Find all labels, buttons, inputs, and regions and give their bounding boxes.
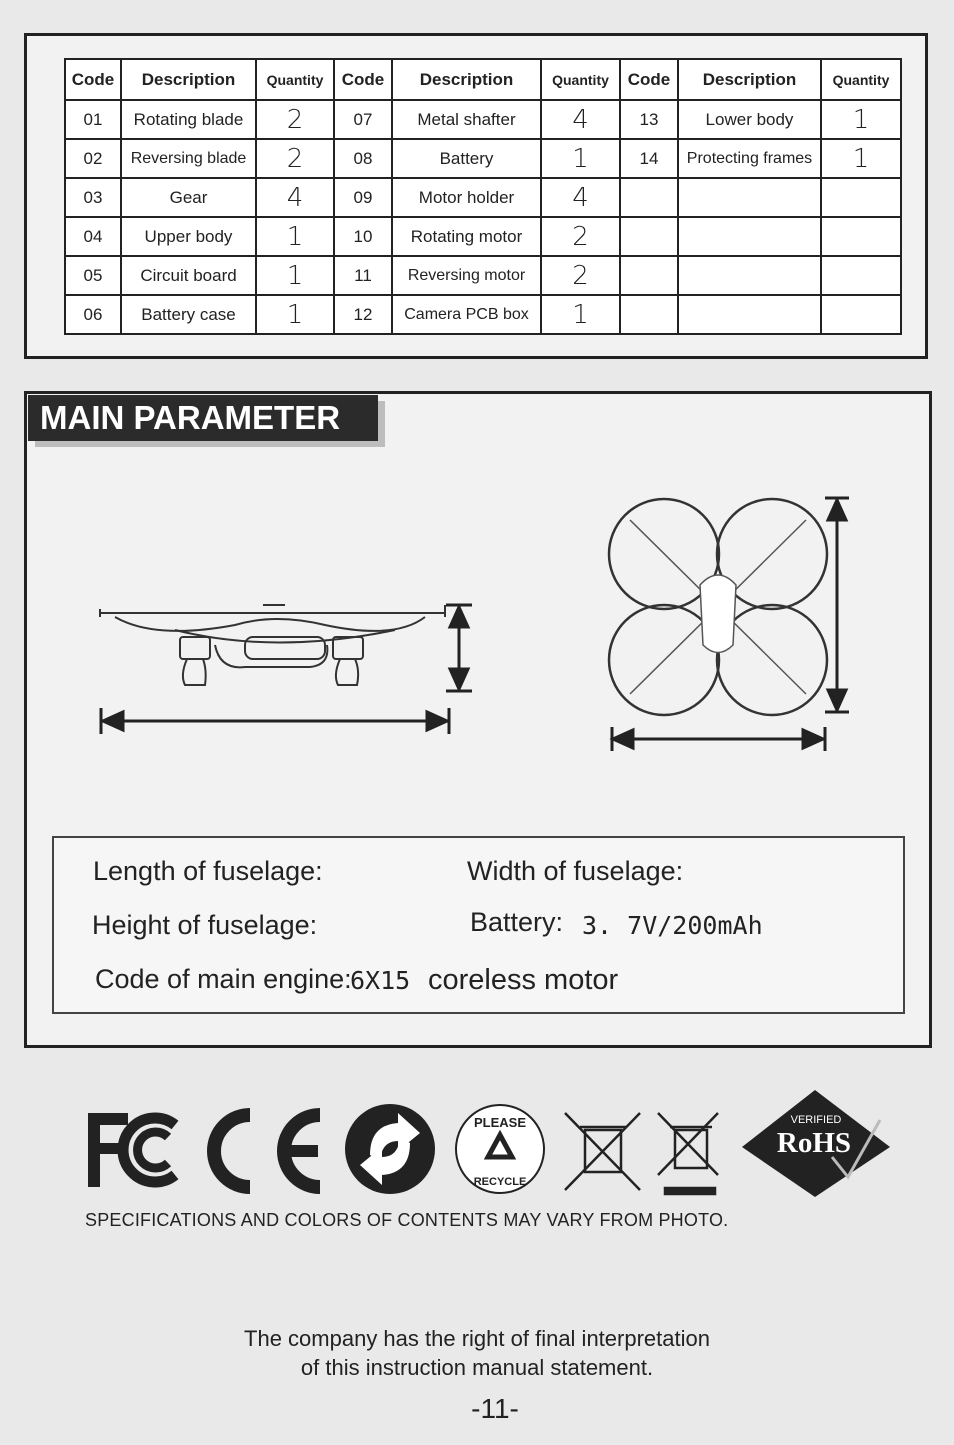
main-engine-code: 6X15 bbox=[350, 966, 411, 995]
part-description-cell: Camera PCB box bbox=[392, 295, 541, 334]
main-engine-label: Code of main engine: bbox=[95, 964, 352, 994]
parts-list-panel bbox=[24, 33, 928, 359]
header-description-3: Description bbox=[678, 59, 821, 100]
part-code-cell: 11 bbox=[334, 256, 392, 295]
part-quantity-cell: 1 bbox=[541, 295, 620, 334]
table-row bbox=[65, 256, 901, 295]
drone-top-view-diagram bbox=[605, 495, 855, 755]
header-quantity-1: Quantity bbox=[256, 59, 334, 100]
main-parameter-title: MAIN PARAMETER bbox=[28, 395, 378, 441]
part-quantity-cell: 1 bbox=[256, 256, 334, 295]
part-description-cell: Reversing motor bbox=[392, 256, 541, 295]
header-code-1: Code bbox=[65, 59, 121, 100]
header-quantity-2: Quantity bbox=[541, 59, 620, 100]
part-quantity-cell: 4 bbox=[541, 178, 620, 217]
part-description-cell bbox=[678, 178, 821, 217]
part-quantity-cell: 1 bbox=[541, 139, 620, 178]
part-code-cell: 12 bbox=[334, 295, 392, 334]
height-of-fuselage-label: Height of fuselage: bbox=[92, 910, 318, 940]
header-code-2: Code bbox=[334, 59, 392, 100]
page-number: -11- bbox=[471, 1393, 519, 1424]
part-description-cell: Rotating motor bbox=[392, 217, 541, 256]
part-code-cell bbox=[620, 178, 678, 217]
part-description-cell bbox=[678, 256, 821, 295]
header-description-1: Description bbox=[121, 59, 256, 100]
table-row bbox=[65, 217, 901, 256]
drone-side-view-diagram bbox=[95, 595, 480, 740]
part-code-cell: 03 bbox=[65, 178, 121, 217]
fcc-logo bbox=[88, 1113, 175, 1187]
header-code-3: Code bbox=[620, 59, 678, 100]
part-quantity-cell: 2 bbox=[541, 256, 620, 295]
part-code-cell bbox=[620, 295, 678, 334]
please-text: PLEASE bbox=[473, 1115, 527, 1130]
part-code-cell: 04 bbox=[65, 217, 121, 256]
part-quantity-cell: 1 bbox=[821, 139, 901, 178]
part-quantity-cell: 4 bbox=[256, 178, 334, 217]
part-quantity-cell: 1 bbox=[256, 217, 334, 256]
footer-line-1: The company has the right of final interpretation bbox=[244, 1326, 710, 1351]
header-description-2: Description bbox=[392, 59, 541, 100]
main-engine-type: coreless motor bbox=[428, 964, 619, 996]
part-description-cell: Reversing blade bbox=[121, 139, 256, 178]
part-code-cell: 01 bbox=[65, 100, 121, 139]
part-code-cell: 13 bbox=[620, 100, 678, 139]
table-row bbox=[65, 100, 901, 139]
width-of-fuselage-label: Width of fuselage: bbox=[467, 856, 684, 886]
part-description-cell: Metal shafter bbox=[392, 100, 541, 139]
weee-bin-icon bbox=[565, 1113, 640, 1190]
part-description-cell: Battery case bbox=[121, 295, 256, 334]
part-description-cell bbox=[678, 295, 821, 334]
part-quantity-cell: 2 bbox=[256, 100, 334, 139]
part-quantity-cell bbox=[821, 256, 901, 295]
green-dot-logo bbox=[345, 1104, 435, 1194]
table-row bbox=[65, 295, 901, 334]
part-quantity-cell: 4 bbox=[541, 100, 620, 139]
part-code-cell: 06 bbox=[65, 295, 121, 334]
table-row bbox=[65, 178, 901, 217]
recycle-text: RECYCLE bbox=[473, 1176, 527, 1188]
battery-label: Battery: bbox=[470, 907, 564, 937]
certification-logos bbox=[80, 1085, 900, 1205]
part-description-cell: Lower body bbox=[678, 100, 821, 139]
part-quantity-cell bbox=[821, 295, 901, 334]
part-description-cell: Motor holder bbox=[392, 178, 541, 217]
battery-value: 3. 7V/200mAh bbox=[582, 911, 763, 940]
part-description-cell: Gear bbox=[121, 178, 256, 217]
part-code-cell bbox=[620, 256, 678, 295]
disclaimer-text: SPECIFICATIONS AND COLORS OF CONTENTS MAY VARY FROM PHOTO. bbox=[85, 1210, 729, 1230]
part-code-cell: 09 bbox=[334, 178, 392, 217]
parts-table-header bbox=[65, 59, 901, 100]
part-code-cell: 02 bbox=[65, 139, 121, 178]
footer-line-2: of this instruction manual statement. bbox=[300, 1355, 654, 1380]
table-row bbox=[65, 139, 901, 178]
parts-table bbox=[64, 58, 902, 335]
ce-logo bbox=[214, 1115, 320, 1187]
part-description-cell: Battery bbox=[392, 139, 541, 178]
please-recycle-logo bbox=[456, 1105, 544, 1193]
part-quantity-cell: 2 bbox=[256, 139, 334, 178]
part-description-cell bbox=[678, 217, 821, 256]
part-quantity-cell bbox=[821, 217, 901, 256]
part-quantity-cell: 1 bbox=[256, 295, 334, 334]
part-quantity-cell: 2 bbox=[541, 217, 620, 256]
part-code-cell: 07 bbox=[334, 100, 392, 139]
part-code-cell bbox=[620, 217, 678, 256]
rohs-verified-text: VERIFIED bbox=[790, 1114, 842, 1126]
part-quantity-cell bbox=[821, 178, 901, 217]
rohs-logo bbox=[742, 1090, 890, 1197]
part-quantity-cell: 1 bbox=[821, 100, 901, 139]
length-of-fuselage-label: Length of fuselage: bbox=[93, 856, 323, 886]
weee-bin-bar-icon bbox=[658, 1113, 718, 1194]
part-description-cell: Upper body bbox=[121, 217, 256, 256]
part-description-cell: Protecting frames bbox=[678, 139, 821, 178]
part-description-cell: Rotating blade bbox=[121, 100, 256, 139]
part-description-cell: Circuit board bbox=[121, 256, 256, 295]
header-quantity-3: Quantity bbox=[821, 59, 901, 100]
part-code-cell: 05 bbox=[65, 256, 121, 295]
part-code-cell: 10 bbox=[334, 217, 392, 256]
rohs-text: RoHS bbox=[776, 1127, 852, 1159]
part-code-cell: 08 bbox=[334, 139, 392, 178]
part-code-cell: 14 bbox=[620, 139, 678, 178]
